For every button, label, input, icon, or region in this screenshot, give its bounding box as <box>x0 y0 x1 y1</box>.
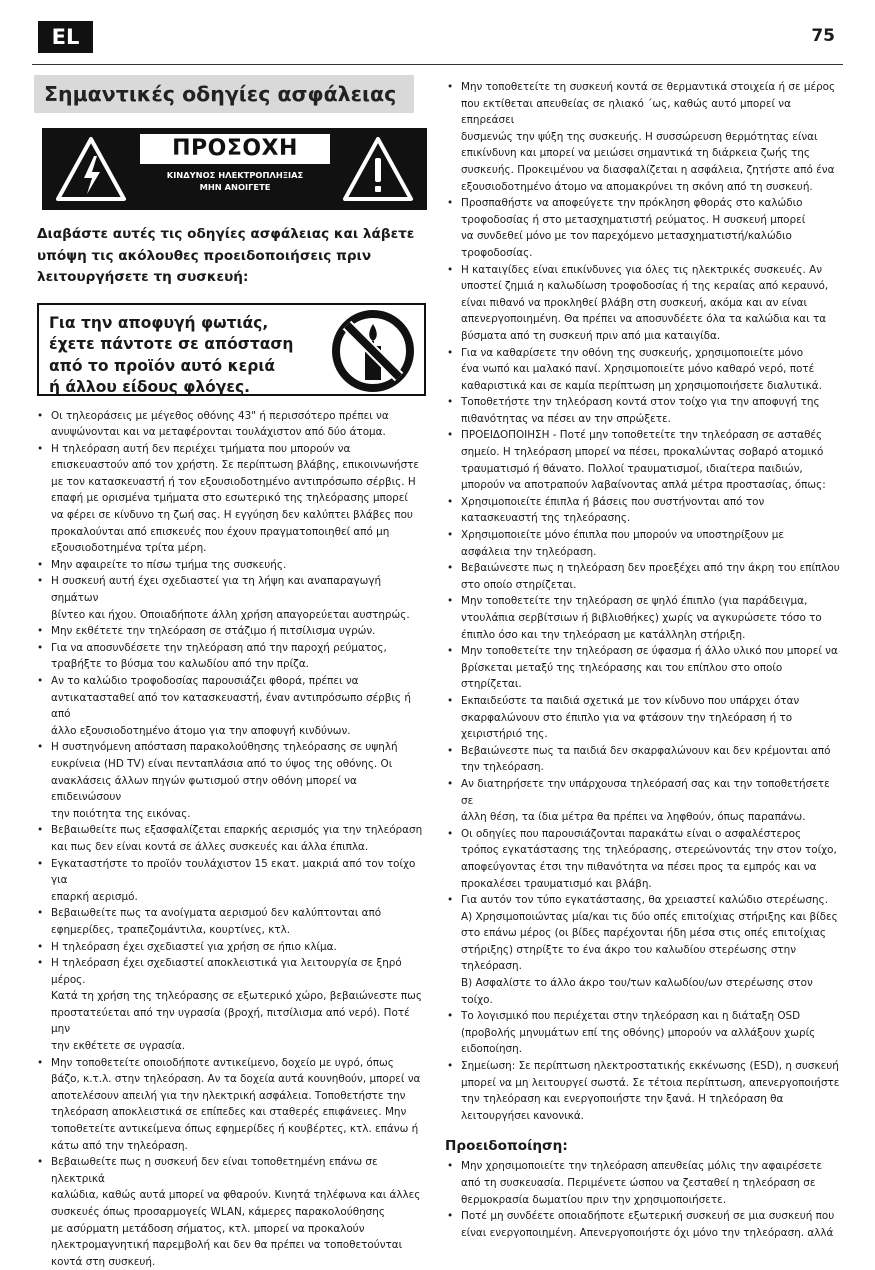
list-item-line: • Η καταιγίδες είναι επικίνδυνες για όλες τις ηλεκτρικές συσκευές. Αν <box>461 262 841 279</box>
list-item-line: • Αν διατηρήσετε την υπάρχουσα τηλεόρασή σας και την τοποθετήσετε σε <box>461 776 841 809</box>
list-item-line: συσκευής. Προκειμένου να διασφαλίζεται η ασφάλεια, ζητήστε από ένα <box>461 162 841 179</box>
list-item-line: • Σημείωση: Σε περίπτωση ηλεκτροστατικής εκκένωσης (ESD), η συσκευή <box>461 1058 841 1075</box>
list-item-line: • Βεβαιώνεστε πως τα παιδιά δεν σκαρφαλώνουν και δεν κρέμονται από <box>461 743 841 760</box>
list-item-line: τραυματισμό ή θάνατο. Πολλοί τραυματισμοί, ιδιαίτερα παιδιών, <box>461 461 841 478</box>
list-item-line: • Η συσκευή αυτή έχει σχεδιαστεί για τη λήψη και αναπαραγωγή σημάτων <box>51 573 428 606</box>
list-item-line: προκαλέσει τραυματισμό και βλάβη. <box>461 876 841 893</box>
list-item <box>443 494 841 527</box>
list-item-line: • Προσπαθήστε να αποφεύγετε την πρόκληση φθοράς στο καλώδιο <box>461 195 841 212</box>
list-item-line: τηλεόραση αποκλειστικά σε επίπεδες και σταθερές επιφάνειες. Μην <box>51 1104 428 1121</box>
list-item <box>33 856 428 906</box>
list-item-line: την τηλεόραση. <box>461 759 841 776</box>
list-item-line: • Μην τοποθετείτε την τηλεόραση σε ψηλό έπιπλο (για παράδειγμα, <box>461 593 841 610</box>
list-item <box>33 1055 428 1155</box>
list-item <box>443 826 841 892</box>
list-item-line: • Χρησιμοποιείτε έπιπλα ή βάσεις που συστήνονται από τον <box>461 494 841 511</box>
list-item-line: • Η τηλεόραση έχει σχεδιαστεί για χρήση σε ήπιο κλίμα. <box>51 939 428 956</box>
caution-label <box>42 128 427 210</box>
fire-notice-line: έχετε πάντοτε σε απόσταση <box>49 334 319 356</box>
list-item <box>443 195 841 261</box>
list-item-line: τρόπος εγκατάστασης της τηλεόρασης, στερεώνοντάς την στον τοίχο, <box>461 842 841 859</box>
list-item-line: εφημερίδες, τραπεζομάντιλα, κουρτίνες, κτλ. <box>51 922 428 939</box>
list-item <box>443 79 841 195</box>
list-item-line: ασφάλεια την τηλεόραση. <box>461 544 841 561</box>
list-item-line: ανυψώνονται και να μεταφέρονται τουλάχιστον από δύο άτομα. <box>51 424 428 441</box>
list-item-line: αντικατασταθεί από τον κατασκευαστή, έναν αντιπρόσωπο σέρβις ή από <box>51 690 428 723</box>
list-item <box>443 643 841 693</box>
list-item-line: εξουσιοδοτημένο άτομο να απομακρύνει τη σκόνη από τη συσκευή. <box>461 179 841 196</box>
list-item-line: που εκτίθεται απευθείας σε ηλιακό ΄ως, καθώς αυτό μπορεί να επηρεάσει <box>461 96 841 129</box>
caution-text-block <box>140 134 330 204</box>
no-candle-icon <box>330 308 416 394</box>
list-item <box>33 573 428 623</box>
list-item-line: προστατεύεται από την υγρασία (βροχή, πιτσίλισμα από νερό). Ποτέ μην <box>51 1005 428 1038</box>
list-item-line: στο οποίο στηρίζεται. <box>461 577 841 594</box>
list-item <box>443 776 841 826</box>
list-item-line: με τον κατασκευαστή ή τον εξουσιοδοτημένο αντιπρόσωπο σέρβις. Η <box>51 474 428 491</box>
caution-heading: ΠΡΟΣΟΧΗ <box>140 134 330 164</box>
list-item-line: χειριστήριό της. <box>461 726 841 743</box>
list-item-line: να συνδεθεί μόνο με τον παρεχόμενο μετασχηματιστή/καλώδιο <box>461 228 841 245</box>
left-column <box>33 75 428 1270</box>
list-item <box>33 623 428 640</box>
list-item-line: • Βεβαιωθείτε πως η συσκευή δεν είναι τοποθετημένη επάνω σε ηλεκτρικά <box>51 1154 428 1187</box>
list-item-line: από τη συσκευασία. Περιμένετε ώσπου να ζεσταθεί η τηλεόραση σε <box>461 1175 841 1192</box>
list-item-line: προκαλούνται από επισκευές που έχουν πραγματοποιηθεί από μη <box>51 524 428 541</box>
list-item <box>443 1158 841 1208</box>
list-item-line: • Αν το καλώδιο τροφοδοσίας παρουσιάζει φθορά, πρέπει να <box>51 673 428 690</box>
list-item-line: τροφοδοσίας ή στο μετασχηματιστή ρεύματος. Η συσκευή μπορεί <box>461 212 841 229</box>
list-item <box>443 427 841 493</box>
page-number: 75 <box>811 26 835 46</box>
list-item <box>33 822 428 855</box>
list-item-line: δυσμενώς την ψύξη της συσκευής. Η συσσώρευση θερμότητας είναι <box>461 129 841 146</box>
list-item-line: τραβήξτε το βύσμα του καλωδίου από την πρίζα. <box>51 656 428 673</box>
list-item-line: ηλεκτρομαγνητική παρεμβολή και δεν θα πρέπει να τοποθετούνται <box>51 1237 428 1254</box>
list-item-line: B) Ασφαλίστε το άλλο άκρο του/των καλωδίου/ων στερέωσης στον <box>461 975 841 992</box>
fire-notice-line: Για την αποφυγή φωτιάς, <box>49 313 319 335</box>
list-item-line: άλλο εξουσιοδοτημένο άτομο για την αποφυγή κινδύνων. <box>51 723 428 740</box>
list-item-line: ντουλάπια σερβίτσιων ή βιβλιοθήκες) χωρίς να αγκυρώσετε τόσο το <box>461 610 841 627</box>
list-item-line: βύσματα από τη συσκευή πριν από μια καταιγίδα. <box>461 328 841 345</box>
intro-line: υπόψη τις ακόλουθες προειδοποιήσεις πριν <box>37 246 428 268</box>
right-bullet-list <box>443 79 841 1124</box>
list-item <box>33 673 428 739</box>
list-item <box>443 743 841 776</box>
list-item <box>443 593 841 643</box>
list-item-line: τοποθετείτε αντικείμενα όπως εφημερίδες ή κουβέρτες, κτλ. επάνω ή <box>51 1121 428 1138</box>
list-item-line: • Εγκαταστήστε το προϊόν τουλάχιστον 15 εκατ. μακριά από τον τοίχο για <box>51 856 428 889</box>
list-item <box>443 527 841 560</box>
fire-notice-line: ή άλλου είδους φλόγες. <box>49 377 319 399</box>
list-item-line: • Η τηλεόραση αυτή δεν περιέχει τμήματα που μπορούν να <box>51 441 428 458</box>
list-item-line: • Για να αποσυνδέσετε την τηλεόραση από την παροχή ρεύματος, <box>51 640 428 657</box>
list-item-line: ειδοποίηση. <box>461 1041 841 1058</box>
list-item-line: την ποιότητα της εικόνας. <box>51 806 428 823</box>
list-item <box>443 1208 841 1241</box>
list-item-line: κοντά στη συσκευή. <box>51 1254 428 1270</box>
warning-section-heading: Προειδοποίηση: <box>445 1138 841 1154</box>
warning-bullet-list <box>443 1158 841 1241</box>
list-item-line: • Οι οδηγίες που παρουσιάζονται παρακάτω είναι ο ασφαλέστερος <box>461 826 841 843</box>
list-item-line: τροφοδοσίας. <box>461 245 841 262</box>
list-item-line: απενεργοποιημένη. Θα πρέπει να αποσυνδέετε όλα τα καλώδια και τα <box>461 311 841 328</box>
list-item <box>443 1058 841 1124</box>
list-item-line: • Βεβαιώνεστε πως η τηλεόραση δεν προεξέχει από την άκρη του επίπλου <box>461 560 841 577</box>
page-title: Σημαντικές οδηγίες ασφάλειας <box>34 75 414 113</box>
list-item-line: με ασύρματη μετάδοση σήματος, κτλ. μπορεί να προκαλούν <box>51 1221 428 1238</box>
list-item-line: • Η συστηνόμενη απόσταση παρακολούθησης τηλεόρασης σε υψηλή <box>51 739 428 756</box>
list-item-line: ένα νωπό και μαλακό πανί. Χρησιμοποιείτε μόνο καθαρό νερό, ποτέ <box>461 361 841 378</box>
list-item-line: στήριξης) στηρίξτε το ένα άκρο του καλωδίου στερέωσης στην <box>461 942 841 959</box>
title-banner <box>34 75 414 113</box>
intro-line: λειτουργήσετε τη συσκευή: <box>37 267 428 289</box>
list-item <box>33 905 428 938</box>
list-item-line: τοίχο. <box>461 992 841 1009</box>
list-item-line: επαρκή αερισμό. <box>51 889 428 906</box>
list-item-line: κατασκευαστή της τηλεόρασης. <box>461 510 841 527</box>
list-item-line: • Μην τοποθετείτε την τηλεόραση σε ύφασμα ή άλλο υλικό που μπορεί να <box>461 643 841 660</box>
intro-text <box>33 224 428 289</box>
list-item-line: θερμοκρασία δωματίου πριν την χρησιμοποιήσετε. <box>461 1192 841 1209</box>
list-item-line: • Για να καθαρίσετε την οθόνη της συσκευής, χρησιμοποιείτε μόνο <box>461 345 841 362</box>
list-item <box>443 693 841 743</box>
list-item <box>443 394 841 427</box>
list-item <box>33 939 428 956</box>
list-item-line: καλώδια, καθώς αυτά μπορεί να φθαρούν. Κινητά τηλέφωνα και άλλες <box>51 1187 428 1204</box>
list-item-line: • Βεβαιωθείτε πως τα ανοίγματα αερισμού δεν καλύπτονται από <box>51 905 428 922</box>
list-item-line: • Για αυτόν τον τύπο εγκατάστασης, θα χρειαστεί καλώδιο στερέωσης. <box>461 892 841 909</box>
electric-shock-warning-icon <box>54 134 128 204</box>
list-item-line: και πως δεν είναι κοντά σε άλλες συσκευές και άλλα έπιπλα. <box>51 839 428 856</box>
list-item <box>33 408 428 441</box>
list-item-line: αποφεύγοντας έτσι την πιθανότητα να πέσει προς τα εμπρός και να <box>461 859 841 876</box>
list-item-line: (προβολής μηνυμάτων επί της οθόνης) μπορούν να αλλάξουν χωρίς <box>461 1025 841 1042</box>
list-item <box>33 441 428 557</box>
list-item <box>33 739 428 822</box>
list-item-line: Κατά τη χρήση της τηλεόρασης σε εξωτερικό χώρο, βεβαιώνεστε πως <box>51 988 428 1005</box>
list-item-line: επικίνδυνη και μπορεί να μειώσει σημαντικά τη διάρκεια ζωής της <box>461 145 841 162</box>
list-item-line: • Βεβαιωθείτε πως εξασφαλίζεται επαρκής αερισμός για την τηλεόραση <box>51 822 428 839</box>
list-item-line: • Μην τοποθετείτε τη συσκευή κοντά σε θερμαντικά στοιχεία ή σε μέρος <box>461 79 841 96</box>
list-item-line: εξουσιοδοτημένα τρίτα μέρη. <box>51 540 428 557</box>
left-bullet-list <box>33 408 428 1270</box>
list-item-line: υποστεί ζημιά η καλωδίωση τροφοδοσίας ή της κεραίας από κεραυνό, <box>461 278 841 295</box>
list-item-line: • Εκπαιδεύστε τα παιδιά σχετικά με τον κίνδυνο που υπάρχει όταν <box>461 693 841 710</box>
list-item <box>443 560 841 593</box>
list-item-line: πιθανότητας να πέσει αν την σπρώξετε. <box>461 411 841 428</box>
list-item-line: σκαρφαλώνουν στο έπιπλο για να φτάσουν την τηλεόραση ή τo <box>461 710 841 727</box>
intro-line: Διαβάστε αυτές τις οδηγίες ασφάλειας και λάβετε <box>37 224 428 246</box>
list-item-line: επαφή με ορισμένα τμήματα στο εσωτερικό της τηλεόρασης μπορεί <box>51 490 428 507</box>
list-item <box>33 1154 428 1270</box>
list-item-line: έπιπλο όσο και την τηλεόραση με κατάλληλη στήριξη. <box>461 627 841 644</box>
list-item-line: • Μην τοποθετείτε οποιοδήποτε αντικείμενο, δοχείο με υγρό, όπως <box>51 1055 428 1072</box>
list-item-line: επισκευαστούν από τον χρήστη. Σε περίπτωση βλάβης, επικοινωνήστε <box>51 457 428 474</box>
list-item-line: • Ποτέ μη συνδέετε οποιαδήποτε εξωτερική συσκευή σε μια συσκευή που <box>461 1208 841 1225</box>
list-item-line: βάζο, κ.τ.λ. στην τηλεόραση. Αν τα δοχεία αυτά κουνηθούν, μπορεί να <box>51 1071 428 1088</box>
list-item-line: • Μην αφαιρείτε το πίσω τμήμα της συσκευής. <box>51 557 428 574</box>
right-column <box>443 79 841 1241</box>
caution-line-2: ΜΗΝ ΑΝΟΙΓΕΤΕ <box>140 181 330 193</box>
exclamation-warning-icon <box>341 134 415 204</box>
header-divider <box>32 64 843 65</box>
list-item-line: να φέρει σε κίνδυνο τη ζωή σας. Η εγγύηση δεν καλύπτει βλάβες που <box>51 507 428 524</box>
list-item-line: βίντεο και ήχου. Οποιαδήποτε άλλη χρήση απαγορεύεται αυστηρώς. <box>51 607 428 624</box>
list-item-line: • ΠΡΟΕΙΔΟΠΟΙΗΣΗ - Ποτέ μην τοποθετείτε την τηλεόραση σε ασταθές <box>461 427 841 444</box>
list-item-line: • Οι τηλεοράσεις με μέγεθος οθόνης 43" ή περισσότερο πρέπει να <box>51 408 428 425</box>
list-item-line: μπορεί να μη λειτουργεί σωστά. Σε τέτοια περίπτωση, απενεργοποιήστε <box>461 1075 841 1092</box>
list-item-line: καθαριστικά και σε καμία περίπτωση μη χρησιμοποιήσετε διαλυτικά. <box>461 378 841 395</box>
list-item-line: σημείο. Η τηλεόραση μπορεί να πέσει, προκαλώντας σοβαρό ατομικό <box>461 444 841 461</box>
caution-line-1: ΚΙΝΔΥΝΟΣ ΗΛΕΚΤΡΟΠΛΗΞΙΑΣ <box>140 169 330 181</box>
list-item-line: αποτελέσουν απειλή για την ηλεκτρική ασφάλεια. Τοποθετήστε την <box>51 1088 428 1105</box>
list-item-line: άλλη θέση, τα ίδια μέτρα θα πρέπει να ληφθούν, όπως παραπάνω. <box>461 809 841 826</box>
list-item <box>33 955 428 1055</box>
list-item-line: A) Χρησιμοποιώντας μία/και τις δύο οπές επιτοίχιας στήριξης και βίδες <box>461 909 841 926</box>
list-item-line: μπορούν να αποτραπούν λαβαίνοντας απλά μέτρα προστασίας, όπως: <box>461 477 841 494</box>
language-badge: EL <box>38 21 93 53</box>
list-item-line: • Μην εκθέτετε την τηλεόραση σε στάζιμο ή πιτσίλισμα υγρών. <box>51 623 428 640</box>
list-item-line: την εκθέτετε σε υγρασία. <box>51 1038 428 1055</box>
fire-notice-box <box>37 303 426 396</box>
list-item <box>443 345 841 395</box>
list-item-line: • Η τηλεόραση έχει σχεδιαστεί αποκλειστικά για λειτουργία σε ξηρό μέρος. <box>51 955 428 988</box>
list-item-line: τηλεόραση. <box>461 958 841 975</box>
list-item-line: • Τοποθετήστε την τηλεόραση κοντά στον τοίχο για την αποφυγή της <box>461 394 841 411</box>
list-item-line: την τηλεόραση και ενεργοποιήστε την ξανά. Η τηλεόραση θα <box>461 1091 841 1108</box>
list-item-line: ανακλάσεις άλλων πηγών φωτισμού στην οθόνη μπορεί να επιδεινώσουν <box>51 773 428 806</box>
fire-notice-text <box>49 313 319 399</box>
list-item-line: • Χρησιμοποιείτε μόνο έπιπλα που μπορούν να υποστηρίξουν με <box>461 527 841 544</box>
list-item-line: βρίσκεται μεταξύ της τηλεόρασης και του επίπλου στο οποίο στηρίζεται. <box>461 660 841 693</box>
list-item <box>33 557 428 574</box>
list-item-line: λειτουργήσει κανονικά. <box>461 1108 841 1125</box>
list-item-line: ευκρίνεια (HD TV) είναι πενταπλάσια από το ύψος της οθόνης. Οι <box>51 756 428 773</box>
list-item-line: συσκευές όπως προσαρμογείς WLAN, κάμερες παρακολούθησης <box>51 1204 428 1221</box>
list-item-line: στο επάνω μέρος (οι βίδες παρέχονται ήδη μέσα στις οπές επιτοίχιας <box>461 925 841 942</box>
list-item-line: είναι πιθανό να προκληθεί βλάβη στη συσκευή, ακόμα και αν είναι <box>461 295 841 312</box>
list-item <box>443 892 841 1008</box>
fire-notice-line: από το προϊόν αυτό κεριά <box>49 356 319 378</box>
list-item-line: κάτω από την τηλεόραση. <box>51 1138 428 1155</box>
list-item-line: • Μην χρησιμοποιείτε την τηλεόραση απευθείας μόλις την αφαιρέσετε <box>461 1158 841 1175</box>
list-item <box>443 262 841 345</box>
list-item-line: • Το λογισμικό που περιέχεται στην τηλεόραση και η διάταξη OSD <box>461 1008 841 1025</box>
list-item-line: είναι ενεργοποιημένη. Απενεργοποιήστε όχι μόνο την τηλεόραση. αλλά <box>461 1225 841 1242</box>
list-item <box>443 1008 841 1058</box>
list-item <box>33 640 428 673</box>
